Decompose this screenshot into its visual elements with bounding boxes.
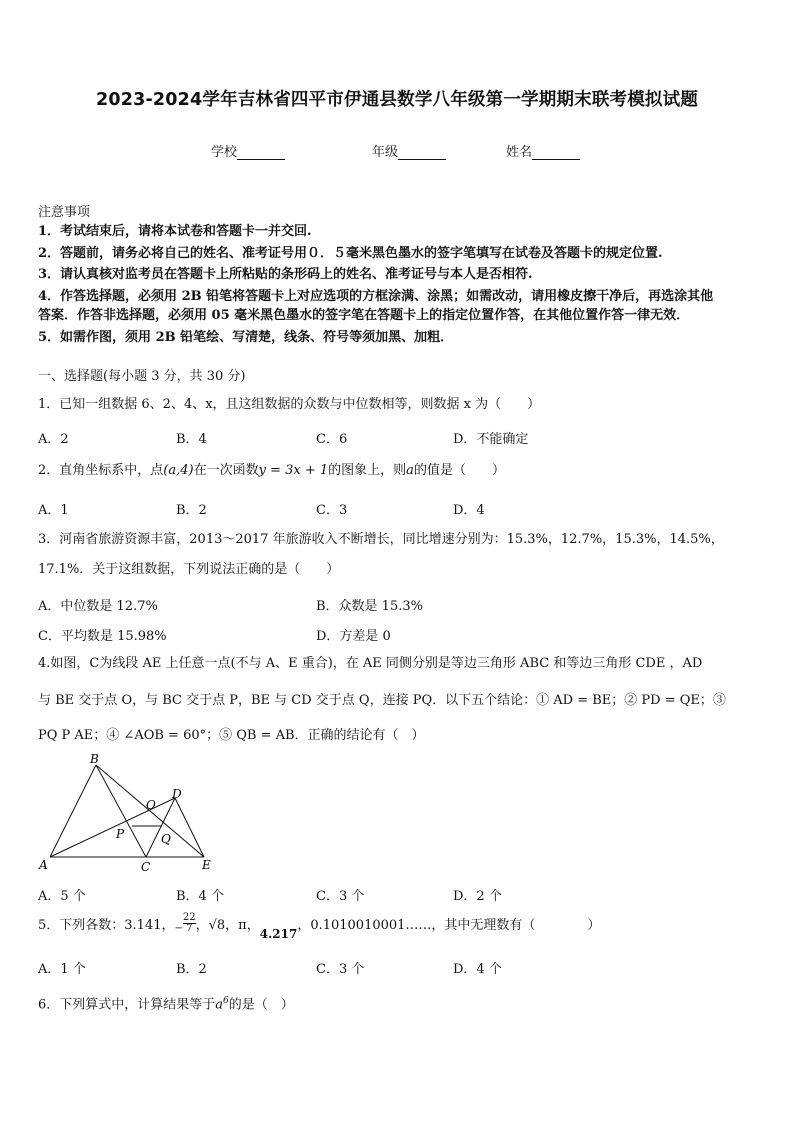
question-4-line-3: PQ P AE；④ ∠AOB = 60°；⑤ QB = AB．正确的结论有（ ） — [38, 728, 425, 743]
notice-item: 答案．作答非选择题，必须用 05 毫米黑色墨水的签字笔在答题卡上的指定位置作答，在其他位置作答一律无效． — [38, 308, 690, 323]
q1-option-b: B．4 — [176, 432, 207, 447]
question-6 — [38, 993, 294, 1013]
q2-option-b: B．2 — [176, 503, 207, 518]
q5-option-c: C．3 个 — [316, 962, 365, 977]
school-label: 学校 — [211, 145, 238, 160]
q4-option-b: B．4 个 — [176, 889, 224, 904]
q3-option-d: D．方差是 0 — [316, 629, 391, 644]
q1-option-a: A．2 — [38, 432, 69, 447]
notice-item: 5．如需作图，须用 2B 铅笔绘、写清楚，线条、符号等须加黑、加粗． — [38, 330, 454, 345]
school-blank — [237, 147, 285, 160]
label-c: C — [141, 860, 151, 874]
notice-item: 1．考试结束后，请将本试卷和答题卡一并交回. — [38, 224, 312, 239]
q3-option-b: B．众数是 15.3% — [316, 599, 423, 614]
q4-option-d: D．2 个 — [453, 889, 502, 904]
line-bc — [96, 765, 146, 857]
q4-option-c: C．3 个 — [316, 889, 365, 904]
grade-label: 年级 — [372, 145, 399, 160]
q5-option-d: D．4 个 — [453, 962, 502, 977]
q5-frac-num: 22 — [182, 912, 196, 923]
q5-option-b: B．2 — [176, 962, 207, 977]
q1-option-d: D．不能确定 — [453, 432, 529, 447]
question-4-line-1: 4.如图，C为线段 AE 上任意一点(不与 A、E 重合)，在 AE 同侧分别是等边三角形 ABC 和等边三角形 CDE ，AD — [38, 656, 703, 671]
line-ab — [50, 765, 96, 857]
q2-option-d: D．4 — [453, 503, 485, 518]
q6-pre: 6．下列算式中，计算结果等于 — [38, 997, 216, 1013]
question-2 — [38, 463, 505, 479]
q4-figure — [36, 752, 226, 878]
question-1: 1．已知一组数据 6、2、4、x，且这组数据的众数与中位数相等，则数据 x 为（ ） — [38, 397, 541, 412]
q6-post: 的是（ ） — [228, 997, 294, 1013]
label-q: Q — [161, 832, 171, 846]
question-4-line-2: 与 BE 交于点 O，与 BC 交于点 P，BE 与 CD 交于点 Q，连接 PQ．以下五个结论：① AD = BE；② PD = QE；③ — [38, 693, 726, 708]
label-p: P — [116, 827, 125, 841]
label-d: D — [172, 787, 182, 801]
notice-heading: 注意事项 — [38, 205, 91, 220]
label-a: A — [39, 858, 48, 872]
q3-option-c: C．平均数是 15.98% — [38, 629, 167, 644]
q2-mid: 在一次函数 — [193, 463, 259, 478]
q5-repeating: 4.217 — [259, 927, 298, 941]
school-field — [211, 141, 285, 160]
label-b: B — [90, 752, 99, 766]
q6-base: a — [215, 997, 224, 1013]
q2-function: y = 3x + 1 — [258, 463, 329, 478]
name-blank — [532, 147, 580, 160]
label-e: E — [202, 858, 211, 872]
notice-item: 4．作答选择题，必须用 2B 铅笔将答题卡上对应选项的方框涂满、涂黑；如需改动，请用橡皮擦干净后，再选涂其他 — [38, 289, 714, 304]
q5-post: ，0.1010010001……，其中无理数有（ ） — [297, 918, 601, 933]
notice-item: 3．请认真核对监考员在答题卡上所粘贴的条形码上的姓名、准考证号与本人是否相符. — [38, 267, 533, 282]
name-field — [506, 141, 580, 160]
grade-field — [372, 141, 446, 160]
section-heading: 一、选择题(每小题 3 分，共 30 分) — [38, 369, 246, 384]
line-de — [175, 798, 204, 857]
question-3-line-1: 3．河南省旅游资源丰富，2013～2017 年旅游收入不断增长，同比增速分别为：15.3%，12.7%，15.3%，14.5%， — [38, 532, 724, 547]
q1-option-c: C．6 — [316, 432, 348, 447]
label-o: O — [146, 798, 156, 812]
q2-option-a: A．1 — [38, 503, 69, 518]
q6-exponent: 6 — [223, 996, 229, 1006]
q4-option-a: A．5 个 — [38, 889, 86, 904]
q5-fraction: − $\frac{22}{7}$ — [174, 912, 196, 934]
q5-pre: 5．下列各数：3.141， — [38, 918, 175, 933]
q5-option-a: A．1 个 — [38, 962, 86, 977]
q2-post: 的图象上，则 — [328, 463, 407, 478]
grade-blank — [398, 147, 446, 160]
notice-item: 2．答题前，请务必将自己的姓名、准考证号用０．５毫米黑色墨水的签字笔填写在试卷及答题卡的规定位置. — [38, 246, 663, 261]
name-label: 姓名 — [506, 145, 533, 160]
q2-option-c: C．3 — [316, 503, 348, 518]
question-5 — [38, 912, 601, 941]
q5-rest: ，√8，π， — [195, 918, 260, 933]
q3-option-a: A．中位数是 12.7% — [38, 599, 158, 614]
q5-frac-den: 7 — [186, 923, 193, 934]
page-title: 2023-2024学年吉林省四平市伊通县数学八年级第一学期期末联考模拟试题 — [95, 90, 699, 110]
question-3-line-2: 17.1%．关于这组数据，下列说法正确的是（ ） — [38, 562, 340, 577]
q2-end: 的值是（ ） — [413, 463, 505, 478]
q2-pre: 2．直角坐标系中，点 — [38, 463, 164, 478]
q2-point: (a,4) — [163, 463, 194, 478]
line-ad — [50, 798, 175, 857]
q2-var: a — [406, 463, 414, 478]
